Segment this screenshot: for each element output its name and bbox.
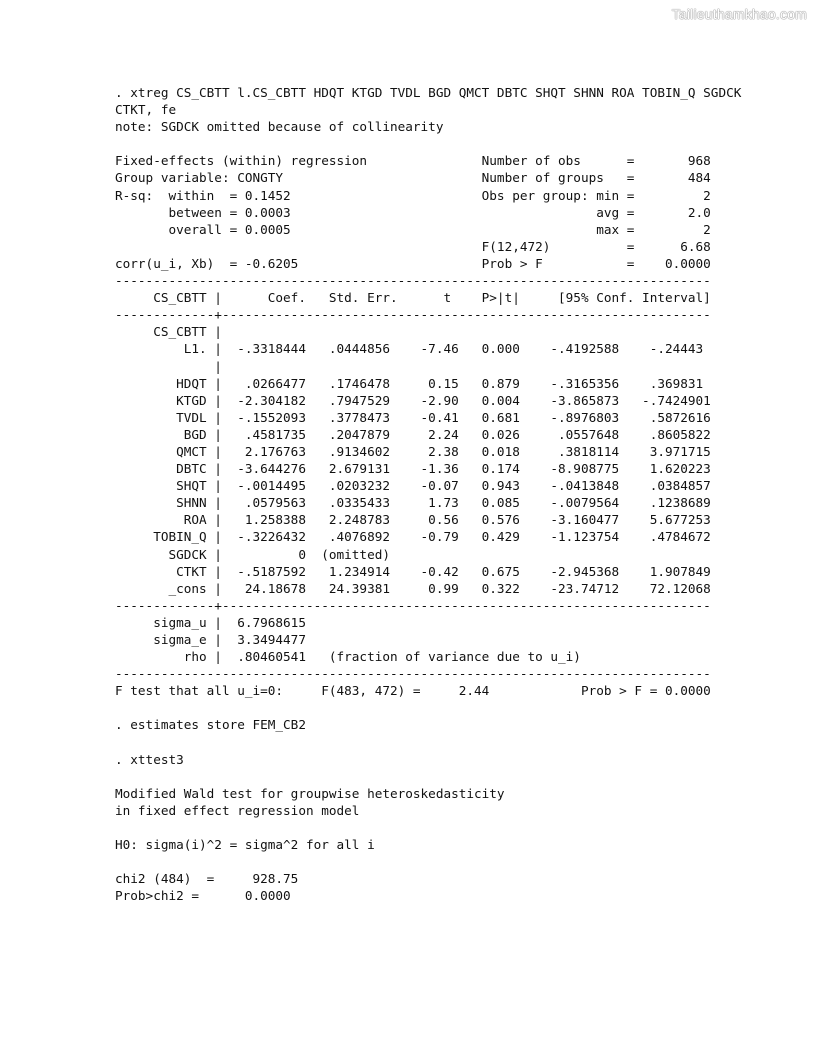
output-line: Group variable: CONGTY Number of groups = 484 [115,170,711,186]
output-line: Fixed-effects (within) regression Number of obs = 968 [115,153,711,169]
output-line: Modified Wald test for groupwise heteroskedasticity [115,785,505,801]
output-line: CS_CBTT | [115,324,222,340]
output-line: between = 0.0003 avg = 2.0 [115,204,711,220]
output-line: -------------+---------------------------------------------------------------- [115,307,711,323]
output-line: ------------------------------------------------------------------------------ [115,666,711,682]
output-line: in fixed effect regression model [115,802,360,818]
output-line: -------------+---------------------------------------------------------------- [115,597,711,613]
output-line: H0: sigma(i)^2 = sigma^2 for all i [115,837,375,853]
output-line: overall = 0.0005 max = 2 [115,221,711,237]
output-line: corr(u_i, Xb) = -0.6205 Prob > F = 0.0000 [115,255,711,271]
output-line: SHNN | .0579563 .0335433 1.73 0.085 -.0079564 .1238689 [115,495,711,511]
output-line: F(12,472) = 6.68 [115,238,711,254]
output-line [115,135,741,152]
output-line: ------------------------------------------------------------------------------ [115,273,711,289]
output-line: L1. | -.3318444 .0444856 -7.46 0.000 -.4192588 -.24443 [115,341,704,357]
output-line: BGD | .4581735 .2047879 2.24 0.026 .0557648 .8605822 [115,426,711,442]
output-line [115,819,741,836]
output-line: . xttest3 [115,751,184,767]
output-line: HDQT | .0266477 .1746478 0.15 0.879 -.3165356 .369831 [115,375,704,391]
output-line: SGDCK | 0 (omitted) [115,546,390,562]
output-line: F test that all u_i=0: F(483, 472) = 2.44 Prob > F = 0.0000 [115,683,711,699]
output-line: | [115,358,222,374]
output-line [115,853,741,870]
output-line: Prob>chi2 = 0.0000 [115,888,291,904]
output-line: TVDL | -.1552093 .3778473 -0.41 0.681 -.8976803 .5872616 [115,409,711,425]
output-line: KTGD | -2.304182 .7947529 -2.90 0.004 -3.865873 -.7424901 [115,392,711,408]
output-line: SHQT | -.0014495 .0203232 -0.07 0.943 -.0413848 .0384857 [115,478,711,494]
output-line: . xtreg CS_CBTT l.CS_CBTT HDQT KTGD TVDL BGD QMCT DBTC SHQT SHNN ROA TOBIN_Q SGDCK [115,85,742,100]
output-line: sigma_u | 6.7968615 [115,614,306,630]
output-line: QMCT | 2.176763 .9134602 2.38 0.018 .3818114 3.971715 [115,443,711,459]
output-line [115,699,741,716]
output-line: CS_CBTT | Coef. Std. Err. t P>|t| [95% Conf. Interval] [115,290,711,306]
output-line: TOBIN_Q | -.3226432 .4076892 -0.79 0.429 -1.123754 .4784672 [115,529,711,545]
output-line: ROA | 1.258388 2.248783 0.56 0.576 -3.160477 5.677253 [115,512,711,528]
output-line: note: SGDCK omitted because of collinearity [115,119,444,135]
watermark: Tailieuthamkhao.com [671,6,807,22]
output-line: _cons | 24.18678 24.39381 0.99 0.322 -23.74712 72.12068 [115,580,711,596]
output-line: chi2 (484) = 928.75 [115,871,299,887]
output-line: CTKT | -.5187592 1.234914 -0.42 0.675 -2.945368 1.907849 [115,563,711,579]
output-line: rho | .80460541 (fraction of variance due to u_i) [115,649,581,665]
output-line: R-sq: within = 0.1452 Obs per group: min = 2 [115,187,711,203]
output-line [115,734,741,751]
output-line: sigma_e | 3.3494477 [115,632,306,647]
output-line [115,768,741,785]
output-line: CTKT, fe [115,102,177,118]
output-line: DBTC | -3.644276 2.679131 -1.36 0.174 -8.908775 1.620223 [115,461,711,477]
stata-output [115,84,741,905]
output-line: . estimates store FEM_CB2 [115,717,306,733]
